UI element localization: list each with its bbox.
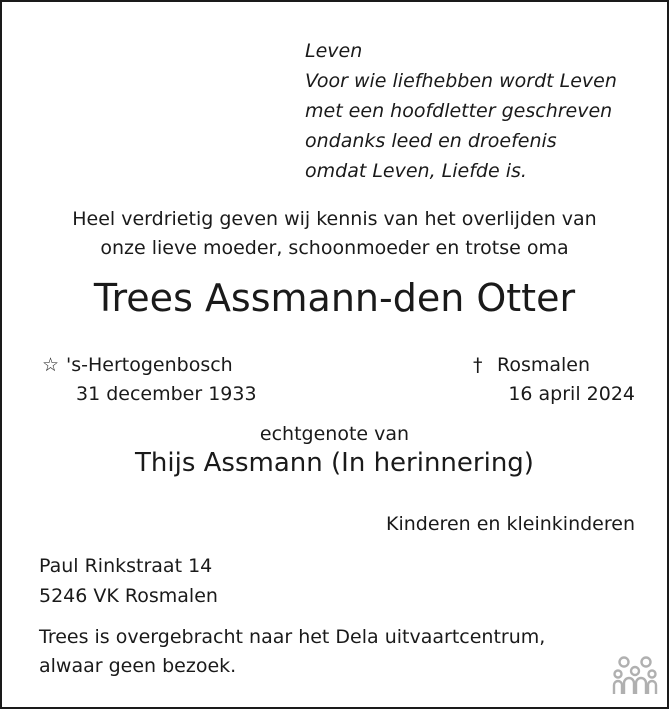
family-signature: Kinderen en kleinkinderen bbox=[386, 513, 635, 535]
address-city: 5246 VK Rosmalen bbox=[39, 585, 218, 607]
intro-line-1: Heel verdrietig geven wij kennis van het overlijden van bbox=[72, 208, 597, 230]
cross-icon: † bbox=[473, 354, 483, 376]
birth-place-text: 's-Hertogenbosch bbox=[66, 354, 233, 376]
notice-line-2: alwaar geen bezoek. bbox=[39, 655, 237, 677]
spouse-name: Thijs Assmann (In herinnering) bbox=[135, 448, 534, 478]
poem-line: ondanks leed en droefenis bbox=[305, 130, 557, 152]
birth-place bbox=[42, 354, 233, 376]
address-street: Paul Rinkstraat 14 bbox=[39, 555, 213, 577]
birth-date: 31 december 1933 bbox=[76, 383, 257, 405]
poem-line: omdat Leven, Liefde is. bbox=[305, 160, 527, 182]
star-icon: ☆ bbox=[42, 354, 60, 376]
spouse-label: echtgenote van bbox=[259, 423, 410, 445]
poem-line: Leven bbox=[305, 40, 363, 62]
poem-line: met een hoofdletter geschreven bbox=[305, 100, 613, 122]
intro-line-2: onze lieve moeder, schoonmoeder en trotse oma bbox=[100, 237, 569, 259]
death-place-text: Rosmalen bbox=[497, 354, 591, 376]
poem-line: Voor wie liefhebben wordt Leven bbox=[305, 70, 617, 92]
death-date: 16 april 2024 bbox=[508, 383, 635, 405]
death-place bbox=[473, 354, 590, 376]
deceased-name: Trees Assmann-den Otter bbox=[93, 276, 576, 320]
notice-line-1: Trees is overgebracht naar het Dela uitvaartcentrum, bbox=[39, 626, 546, 648]
family-group-icon bbox=[610, 654, 660, 696]
